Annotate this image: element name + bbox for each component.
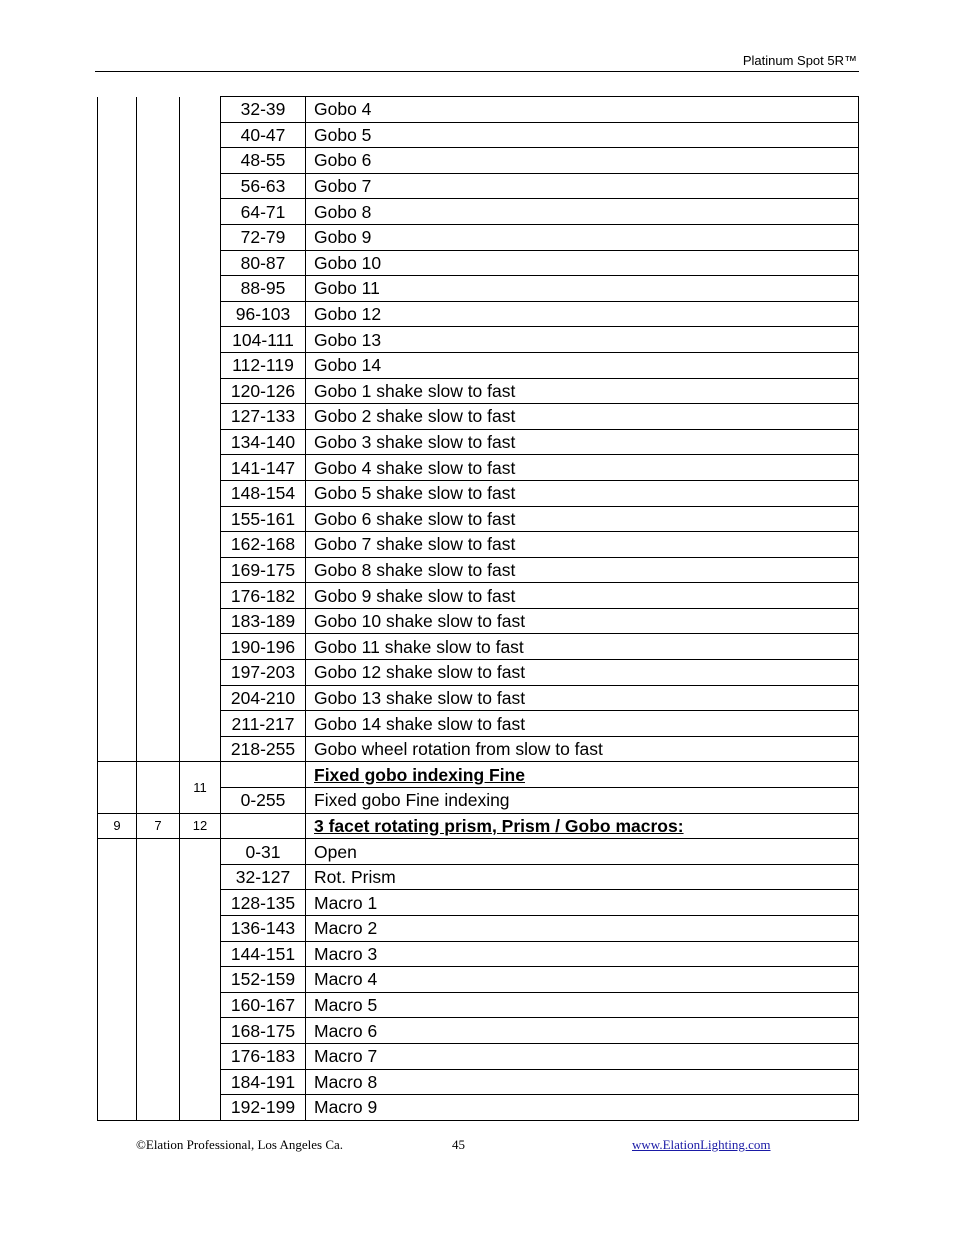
function-cell: Gobo 10 shake slow to fast [306, 608, 859, 634]
function-cell: Gobo 8 [306, 199, 859, 225]
dmx-value-cell: 160-167 [221, 992, 306, 1018]
dmx-value-cell: 0-31 [221, 839, 306, 865]
dmx-value-cell: 104-111 [221, 327, 306, 353]
function-cell: Fixed gobo Fine indexing [306, 788, 859, 814]
function-cell: Gobo 4 [306, 97, 859, 123]
function-cell: Gobo 4 shake slow to fast [306, 455, 859, 481]
dmx-value-cell: 40-47 [221, 122, 306, 148]
mode-2-channel-cell [137, 839, 180, 1121]
header-rule [95, 71, 859, 72]
dmx-value-cell: 176-182 [221, 583, 306, 609]
mode-3-channel-cell [180, 97, 221, 762]
dmx-value-cell: 162-168 [221, 532, 306, 558]
dmx-value-cell: 169-175 [221, 557, 306, 583]
function-cell: Gobo 6 shake slow to fast [306, 506, 859, 532]
dmx-value-cell: 144-151 [221, 941, 306, 967]
function-cell: Gobo 6 [306, 148, 859, 174]
function-cell: Gobo 12 [306, 301, 859, 327]
dmx-value-cell: 32-127 [221, 864, 306, 890]
function-cell: Gobo 7 shake slow to fast [306, 532, 859, 558]
mode-1-channel-cell [98, 762, 137, 813]
table-row [98, 97, 859, 123]
dmx-value-cell: 184-191 [221, 1069, 306, 1095]
function-cell: Gobo 3 shake slow to fast [306, 429, 859, 455]
dmx-value-cell: 120-126 [221, 378, 306, 404]
function-cell: Macro 9 [306, 1095, 859, 1121]
function-cell: Gobo 14 [306, 352, 859, 378]
dmx-value-cell: 192-199 [221, 1095, 306, 1121]
function-cell: Gobo 13 shake slow to fast [306, 685, 859, 711]
dmx-value-cell: 141-147 [221, 455, 306, 481]
dmx-value-cell: 148-154 [221, 480, 306, 506]
function-cell: Gobo 12 shake slow to fast [306, 660, 859, 686]
mode-3-channel-number: 12 [180, 813, 221, 839]
mode-3-channel-cell [180, 839, 221, 1121]
mode-2-channel-cell [137, 762, 180, 813]
dmx-value-cell: 136-143 [221, 916, 306, 942]
function-cell: Macro 3 [306, 941, 859, 967]
dmx-value-cell: 183-189 [221, 608, 306, 634]
function-cell: Macro 2 [306, 916, 859, 942]
dmx-value-cell [221, 762, 306, 788]
mode-2-channel-number: 7 [137, 813, 180, 839]
dmx-value-cell: 152-159 [221, 967, 306, 993]
dmx-value-cell: 56-63 [221, 173, 306, 199]
dmx-channel-table [97, 96, 859, 1121]
dmx-value-cell: 32-39 [221, 97, 306, 123]
footer-page-number: 45 [452, 1137, 465, 1152]
function-cell: Gobo 13 [306, 327, 859, 353]
function-cell: Macro 5 [306, 992, 859, 1018]
section-heading-row [98, 762, 859, 788]
function-cell: Gobo 5 shake slow to fast [306, 480, 859, 506]
table-row [98, 839, 859, 865]
dmx-value-cell: 211-217 [221, 711, 306, 737]
dmx-value-cell [221, 813, 306, 839]
dmx-value-cell: 204-210 [221, 685, 306, 711]
footer-website-link[interactable]: www.ElationLighting.com [632, 1137, 771, 1152]
dmx-value-cell: 168-175 [221, 1018, 306, 1044]
function-cell: Macro 7 [306, 1043, 859, 1069]
page-header-title: Platinum Spot 5R™ [742, 53, 857, 68]
section-heading: 3 facet rotating prism, Prism / Gobo macros: [306, 813, 859, 839]
function-cell: Macro 6 [306, 1018, 859, 1044]
section-heading-row [98, 813, 859, 839]
dmx-value-cell: 64-71 [221, 199, 306, 225]
dmx-value-cell: 112-119 [221, 352, 306, 378]
function-cell: Gobo 14 shake slow to fast [306, 711, 859, 737]
function-cell: Macro 4 [306, 967, 859, 993]
section-heading: Fixed gobo indexing Fine [306, 762, 859, 788]
dmx-value-cell: 197-203 [221, 660, 306, 686]
function-cell: Gobo 8 shake slow to fast [306, 557, 859, 583]
dmx-value-cell: 218-255 [221, 736, 306, 762]
function-cell: Gobo wheel rotation from slow to fast [306, 736, 859, 762]
dmx-value-cell: 88-95 [221, 276, 306, 302]
dmx-value-cell: 127-133 [221, 404, 306, 430]
function-cell: Gobo 9 [306, 224, 859, 250]
function-cell: Macro 1 [306, 890, 859, 916]
mode-2-channel-cell [137, 97, 180, 762]
function-cell: Gobo 5 [306, 122, 859, 148]
function-cell: Gobo 7 [306, 173, 859, 199]
dmx-value-cell: 155-161 [221, 506, 306, 532]
dmx-value-cell: 176-183 [221, 1043, 306, 1069]
function-cell: Open [306, 839, 859, 865]
dmx-value-cell: 190-196 [221, 634, 306, 660]
footer-copyright: ©Elation Professional, Los Angeles Ca. [136, 1137, 344, 1152]
mode-1-channel-cell [98, 839, 137, 1121]
function-cell: Gobo 11 [306, 276, 859, 302]
function-cell: Gobo 11 shake slow to fast [306, 634, 859, 660]
dmx-value-cell: 128-135 [221, 890, 306, 916]
function-cell: Gobo 9 shake slow to fast [306, 583, 859, 609]
dmx-value-cell: 134-140 [221, 429, 306, 455]
mode-1-channel-cell [98, 97, 137, 762]
function-cell: Gobo 2 shake slow to fast [306, 404, 859, 430]
dmx-value-cell: 0-255 [221, 788, 306, 814]
function-cell: Macro 8 [306, 1069, 859, 1095]
dmx-value-cell: 80-87 [221, 250, 306, 276]
function-cell: Gobo 10 [306, 250, 859, 276]
mode-1-channel-number: 9 [98, 813, 137, 839]
dmx-value-cell: 96-103 [221, 301, 306, 327]
dmx-value-cell: 72-79 [221, 224, 306, 250]
function-cell: Gobo 1 shake slow to fast [306, 378, 859, 404]
mode-3-channel-number: 11 [180, 762, 221, 813]
function-cell: Rot. Prism [306, 864, 859, 890]
dmx-value-cell: 48-55 [221, 148, 306, 174]
